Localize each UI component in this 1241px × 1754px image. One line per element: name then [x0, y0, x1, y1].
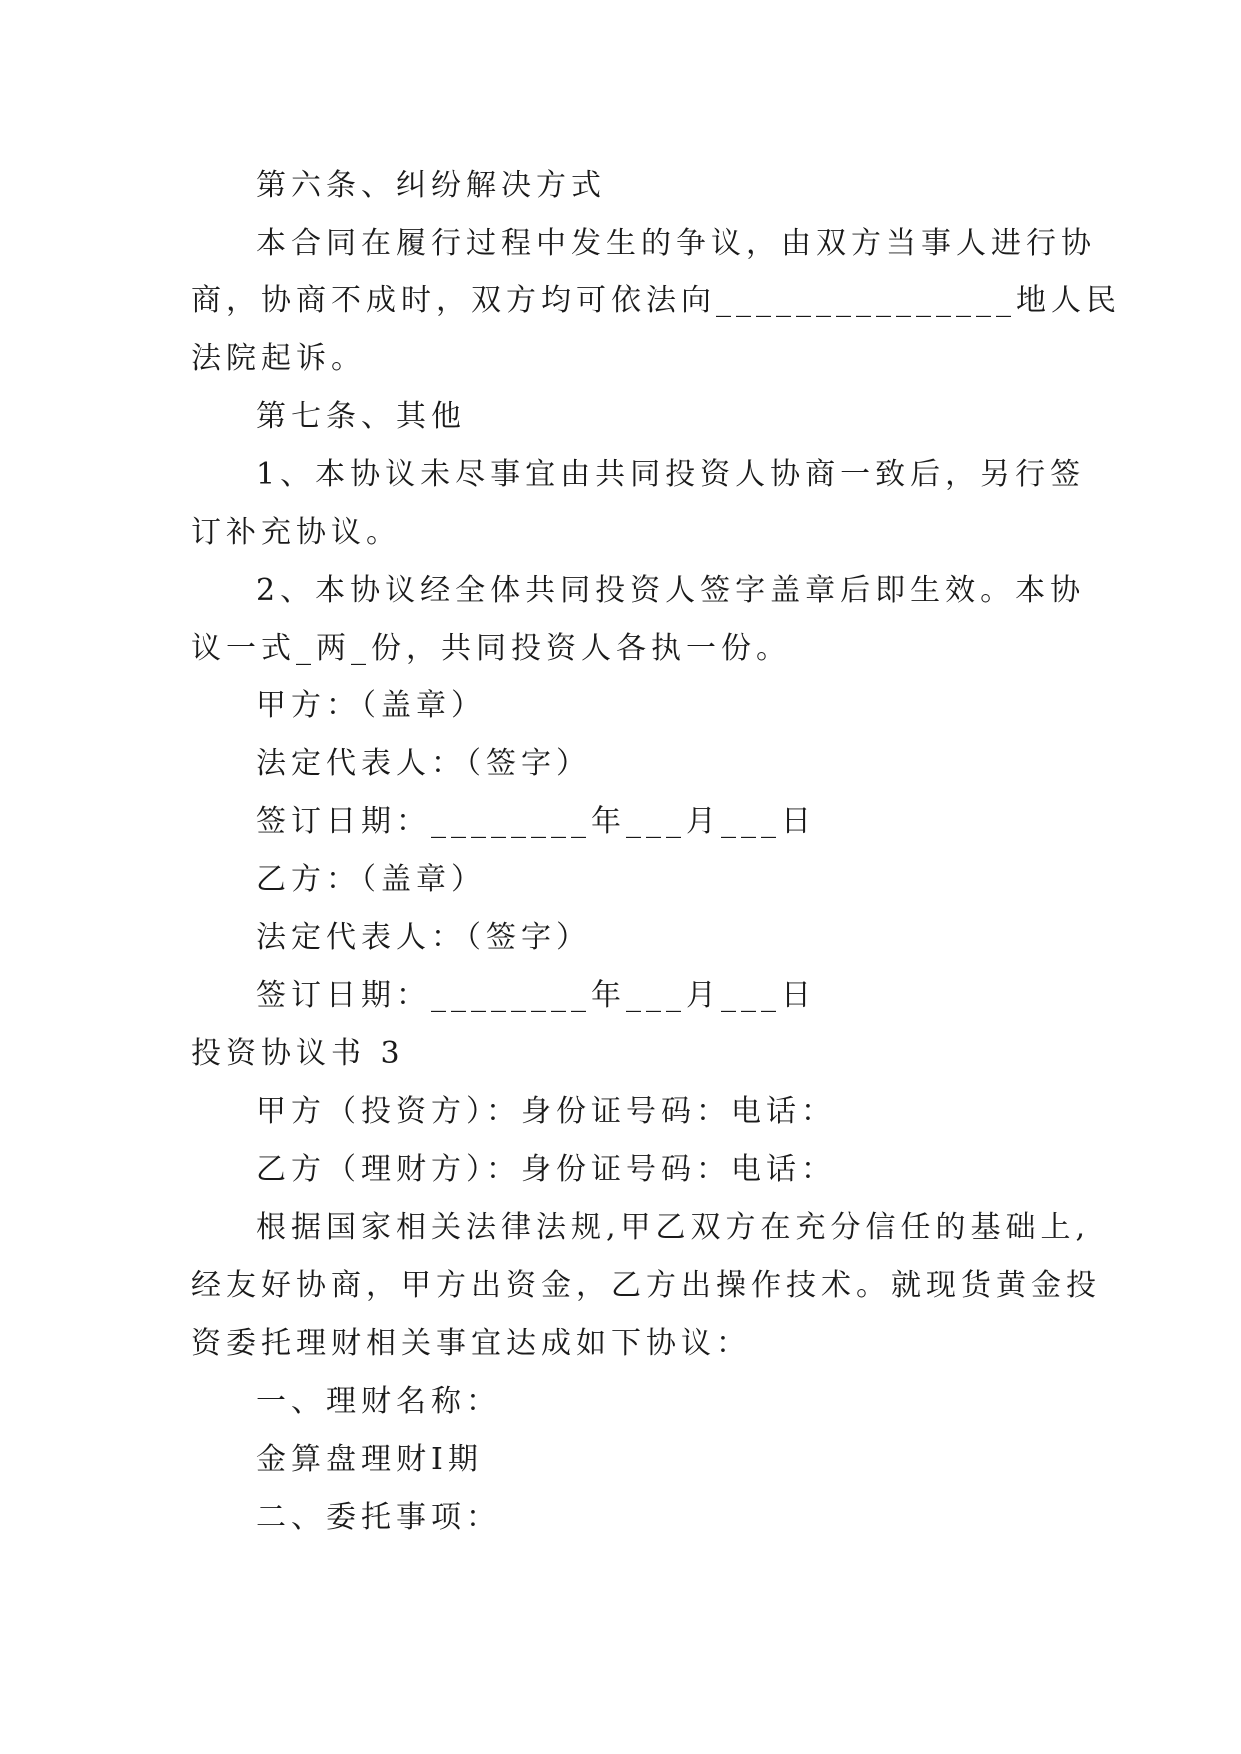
party-a-seal: 甲方：（盖章） — [256, 688, 486, 723]
paragraph-line: 法院起诉。 — [191, 341, 366, 376]
product-name: 金算盘理财Ⅰ期 — [256, 1442, 483, 1477]
party-b-seal: 乙方：（盖章） — [256, 862, 486, 897]
paragraph-line: 根据国家相关法律法规,甲乙双方在充分信任的基础上, — [256, 1210, 1091, 1245]
section-2-heading: 二、委托事项： — [256, 1500, 501, 1535]
party-a-representative: 法定代表人：（签字） — [256, 746, 591, 781]
party-b-manager: 乙方（理财方）：身份证号码：电话： — [256, 1152, 836, 1187]
paragraph-line: 2、本协议经全体共同投资人签字盖章后即生效。本协 — [256, 573, 1086, 608]
paragraph-line: 1、本协议未尽事宜由共同投资人协商一致后，另行签 — [256, 457, 1086, 492]
paragraph-line: 订补充协议。 — [191, 515, 401, 550]
paragraph-line: 商，协商不成时，双方均可依法向_______________地人民 — [191, 283, 1121, 318]
document-3-title: 投资协议书 3 — [191, 1036, 405, 1071]
paragraph-line: 本合同在履行过程中发生的争议，由双方当事人进行协 — [256, 226, 1096, 261]
paragraph-line: 资委托理财相关事宜达成如下协议： — [191, 1326, 751, 1361]
party-a-investor: 甲方（投资方）：身份证号码：电话： — [256, 1094, 836, 1129]
article-6-heading: 第六条、纠纷解决方式 — [256, 168, 606, 203]
article-7-heading: 第七条、其他 — [256, 399, 466, 434]
party-b-representative: 法定代表人：（签字） — [256, 920, 591, 955]
party-a-sign-date: 签订日期：________年___月___日 — [256, 804, 816, 839]
paragraph-line: 议一式_两_份，共同投资人各执一份。 — [191, 631, 791, 666]
section-1-heading: 一、理财名称： — [256, 1384, 501, 1419]
paragraph-line: 经友好协商，甲方出资金，乙方出操作技术。就现货黄金投 — [191, 1268, 1101, 1303]
party-b-sign-date: 签订日期：________年___月___日 — [256, 978, 816, 1013]
